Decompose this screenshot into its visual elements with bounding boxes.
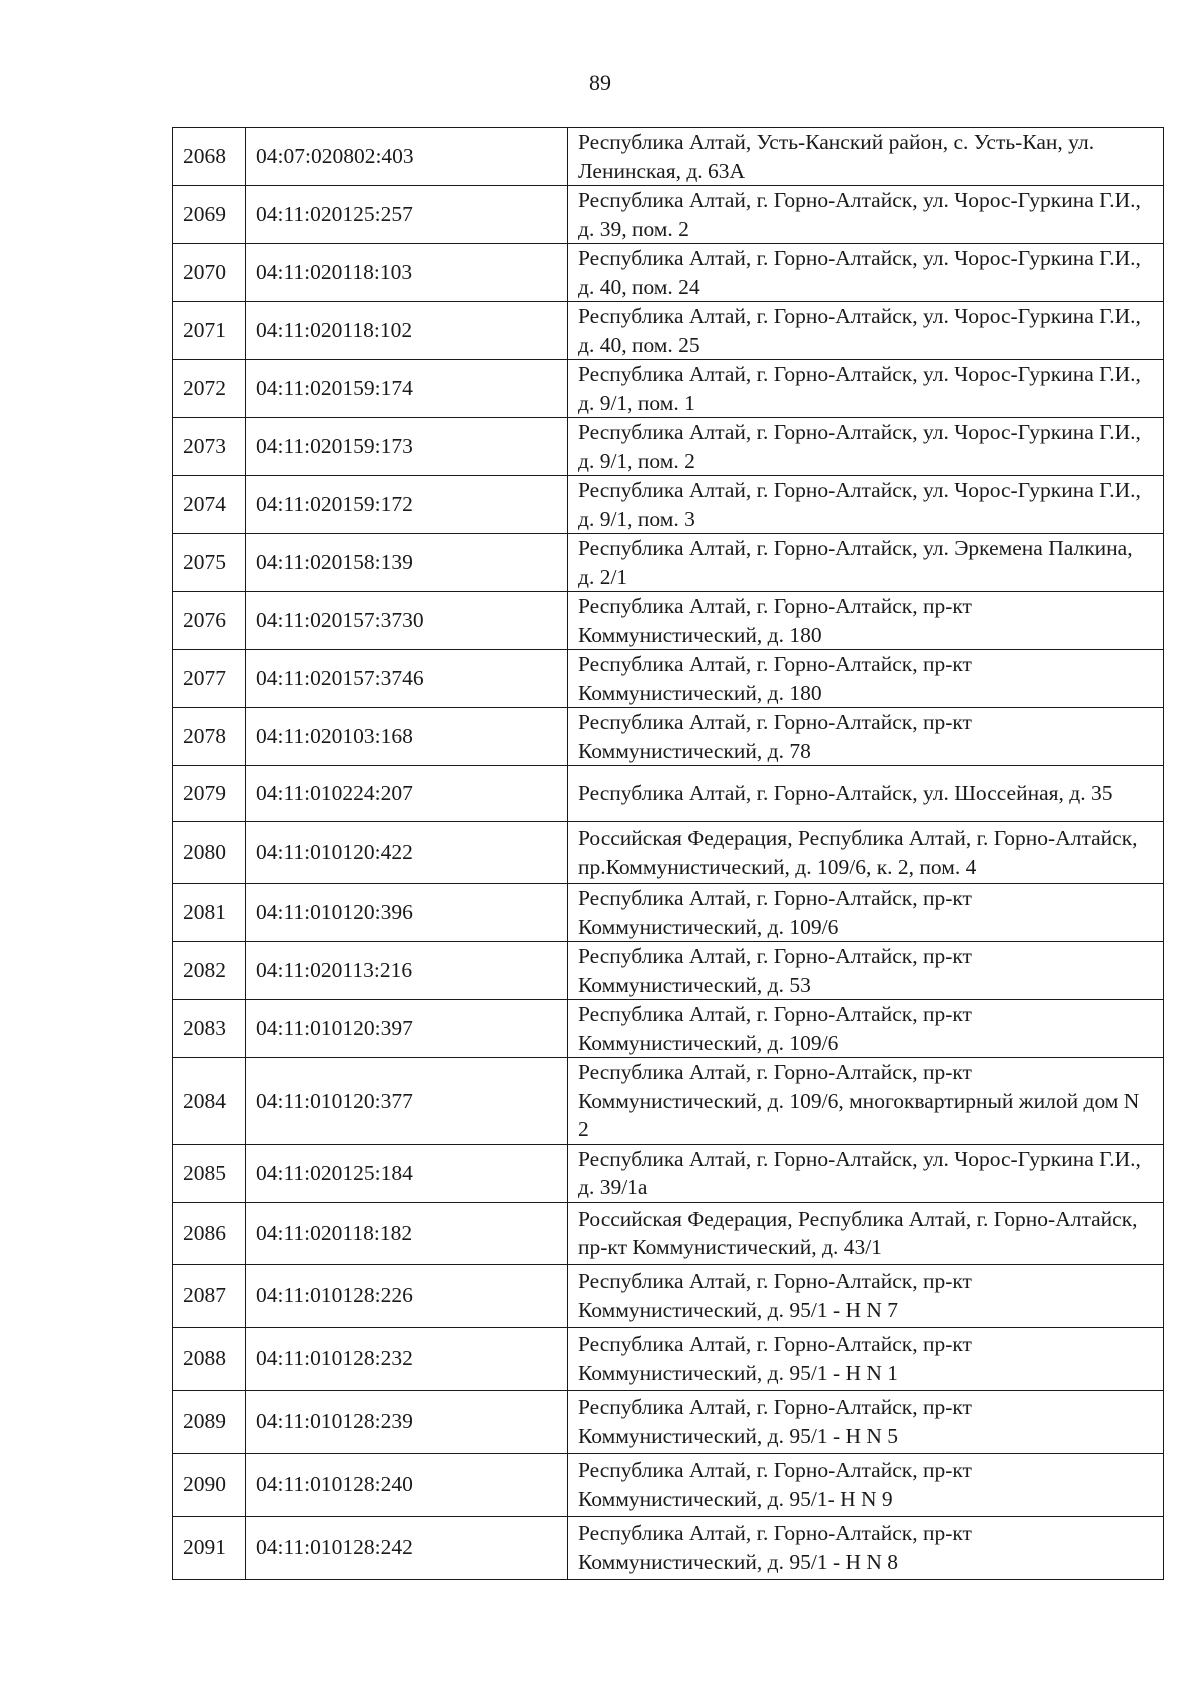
address: Республика Алтай, г. Горно-Алтайск, ул. Шоссейная, д. 35: [568, 766, 1164, 822]
address: Республика Алтай, г. Горно-Алтайск, ул. Чорос-Гуркина Г.И., д. 9/1, пом. 1: [568, 360, 1164, 418]
row-number: 2083: [173, 1000, 246, 1058]
cadastral-number: 04:11:020159:173: [246, 418, 568, 476]
cadastral-number: 04:11:010120:377: [246, 1058, 568, 1145]
address: Республика Алтай, г. Горно-Алтайск, пр-кт Коммунистический, д. 95/1 - Н N 8: [568, 1516, 1164, 1579]
address: Республика Алтай, Усть-Канский район, с. Усть-Кан, ул. Ленинская, д. 63А: [568, 128, 1164, 186]
table-row: [173, 476, 1164, 534]
table-row: [173, 884, 1164, 942]
address: Республика Алтай, г. Горно-Алтайск, ул. Чорос-Гуркина Г.И., д. 40, пом. 24: [568, 244, 1164, 302]
row-number: 2080: [173, 822, 246, 884]
table-row: [173, 592, 1164, 650]
cadastral-number: 04:11:020113:216: [246, 942, 568, 1000]
address: Республика Алтай, г. Горно-Алтайск, пр-кт Коммунистический, д. 109/6: [568, 884, 1164, 942]
address: Республика Алтай, г. Горно-Алтайск, пр-кт Коммунистический, д. 109/6, многоквартирный жилой дом N 2: [568, 1058, 1164, 1145]
page-number: 89: [589, 70, 611, 95]
row-number: 2077: [173, 650, 246, 708]
address: Республика Алтай, г. Горно-Алтайск, ул. Эркемена Палкина, д. 2/1: [568, 534, 1164, 592]
table-row: [173, 186, 1164, 244]
cadastral-number: 04:11:010128:232: [246, 1327, 568, 1390]
cadastral-number: 04:11:020118:103: [246, 244, 568, 302]
row-number: 2075: [173, 534, 246, 592]
table-row: [173, 822, 1164, 884]
cadastral-number: 04:11:010128:240: [246, 1453, 568, 1516]
row-number: 2090: [173, 1453, 246, 1516]
row-number: 2081: [173, 884, 246, 942]
table-row: [173, 302, 1164, 360]
row-number: 2074: [173, 476, 246, 534]
row-number: 2073: [173, 418, 246, 476]
row-number: 2070: [173, 244, 246, 302]
row-number: 2086: [173, 1202, 246, 1264]
address: Республика Алтай, г. Горно-Алтайск, ул. Чорос-Гуркина Г.И., д. 39/1а: [568, 1144, 1164, 1202]
cadastral-number: 04:11:020125:184: [246, 1144, 568, 1202]
table-row: [173, 128, 1164, 186]
row-number: 2087: [173, 1264, 246, 1327]
row-number: 2069: [173, 186, 246, 244]
table-row: [173, 1144, 1164, 1202]
cadastral-number: 04:11:010224:207: [246, 766, 568, 822]
row-number: 2068: [173, 128, 246, 186]
address: Республика Алтай, г. Горно-Алтайск, пр-кт Коммунистический, д. 53: [568, 942, 1164, 1000]
table-row: [173, 534, 1164, 592]
cadastral-number: 04:11:020157:3730: [246, 592, 568, 650]
address: Республика Алтай, г. Горно-Алтайск, пр-кт Коммунистический, д. 95/1 - Н N 5: [568, 1390, 1164, 1453]
cadastral-number: 04:11:020118:102: [246, 302, 568, 360]
address: Республика Алтай, г. Горно-Алтайск, пр-кт Коммунистический, д. 95/1 - Н N 7: [568, 1264, 1164, 1327]
cadastral-number: 04:11:020157:3746: [246, 650, 568, 708]
row-number: 2076: [173, 592, 246, 650]
address: Республика Алтай, г. Горно-Алтайск, пр-кт Коммунистический, д. 109/6: [568, 1000, 1164, 1058]
table-row: [173, 708, 1164, 766]
table-row: [173, 1453, 1164, 1516]
table-row: [173, 1000, 1164, 1058]
table-row: [173, 1516, 1164, 1579]
registry-table: [172, 127, 1164, 1580]
row-number: 2078: [173, 708, 246, 766]
table-row: [173, 244, 1164, 302]
table-row: [173, 942, 1164, 1000]
row-number: 2079: [173, 766, 246, 822]
row-number: 2085: [173, 1144, 246, 1202]
cadastral-number: 04:11:010120:397: [246, 1000, 568, 1058]
table-row: [173, 1390, 1164, 1453]
address: Республика Алтай, г. Горно-Алтайск, ул. Чорос-Гуркина Г.И., д. 39, пом. 2: [568, 186, 1164, 244]
cadastral-number: 04:11:010128:239: [246, 1390, 568, 1453]
cadastral-number: 04:11:020125:257: [246, 186, 568, 244]
row-number: 2084: [173, 1058, 246, 1145]
row-number: 2089: [173, 1390, 246, 1453]
cadastral-number: 04:11:010120:396: [246, 884, 568, 942]
row-number: 2082: [173, 942, 246, 1000]
row-number: 2088: [173, 1327, 246, 1390]
row-number: 2072: [173, 360, 246, 418]
address: Республика Алтай, г. Горно-Алтайск, пр-кт Коммунистический, д. 180: [568, 592, 1164, 650]
address: Республика Алтай, г. Горно-Алтайск, пр-кт Коммунистический, д. 180: [568, 650, 1164, 708]
table-row: [173, 418, 1164, 476]
table-row: [173, 1058, 1164, 1145]
table-row: [173, 650, 1164, 708]
cadastral-number: 04:11:020118:182: [246, 1202, 568, 1264]
cadastral-number: 04:11:020159:174: [246, 360, 568, 418]
cadastral-number: 04:11:020158:139: [246, 534, 568, 592]
cadastral-number: 04:11:010128:226: [246, 1264, 568, 1327]
table-row: [173, 360, 1164, 418]
cadastral-number: 04:11:010128:242: [246, 1516, 568, 1579]
address: Республика Алтай, г. Горно-Алтайск, пр-кт Коммунистический, д. 95/1- Н N 9: [568, 1453, 1164, 1516]
table-row: [173, 1327, 1164, 1390]
cadastral-number: 04:07:020802:403: [246, 128, 568, 186]
address: Республика Алтай, г. Горно-Алтайск, ул. Чорос-Гуркина Г.И., д. 40, пом. 25: [568, 302, 1164, 360]
table-row: [173, 1264, 1164, 1327]
cadastral-number: 04:11:020103:168: [246, 708, 568, 766]
address: Республика Алтай, г. Горно-Алтайск, ул. Чорос-Гуркина Г.И., д. 9/1, пом. 3: [568, 476, 1164, 534]
cadastral-number: 04:11:020159:172: [246, 476, 568, 534]
row-number: 2071: [173, 302, 246, 360]
registry-table-body: [173, 128, 1164, 1580]
row-number: 2091: [173, 1516, 246, 1579]
address: Республика Алтай, г. Горно-Алтайск, пр-кт Коммунистический, д. 95/1 - Н N 1: [568, 1327, 1164, 1390]
table-row: [173, 1202, 1164, 1264]
address: Российская Федерация, Республика Алтай, г. Горно-Алтайск, пр.Коммунистический, д. 109/6, к. 2, пом. 4: [568, 822, 1164, 884]
address: Российская Федерация, Республика Алтай, г. Горно-Алтайск, пр-кт Коммунистический, д. 43/1: [568, 1202, 1164, 1264]
cadastral-number: 04:11:010120:422: [246, 822, 568, 884]
address: Республика Алтай, г. Горно-Алтайск, ул. Чорос-Гуркина Г.И., д. 9/1, пом. 2: [568, 418, 1164, 476]
address: Республика Алтай, г. Горно-Алтайск, пр-кт Коммунистический, д. 78: [568, 708, 1164, 766]
table-row: [173, 766, 1164, 822]
